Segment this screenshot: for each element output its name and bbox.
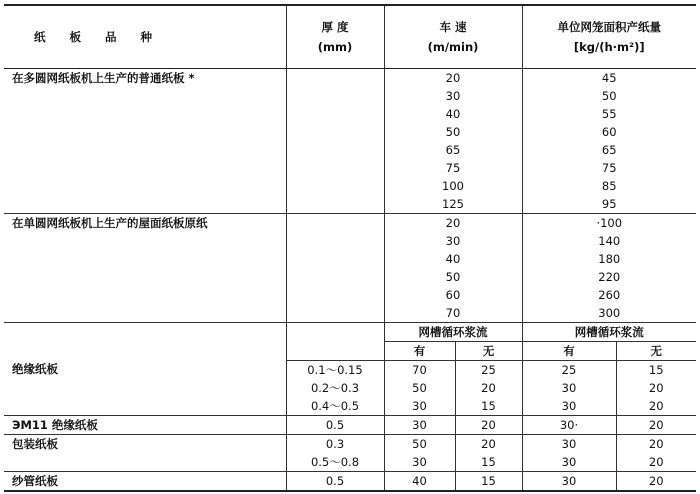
yield-yes-cell: 30 — [522, 472, 616, 492]
speed-cell: 100 — [384, 177, 522, 195]
thickness-cell: 0.5～0.8 — [286, 453, 384, 472]
thickness-cell — [286, 214, 384, 323]
header-yield — [522, 5, 696, 69]
yield-cell: 60 — [522, 123, 696, 141]
subheader-no: 无 — [616, 342, 696, 361]
speed-yes-cell: 40 — [384, 472, 455, 492]
speed-no-cell: 20 — [455, 379, 522, 397]
speed-no-cell: 15 — [455, 453, 522, 472]
name-cell — [4, 159, 286, 177]
speed-yes-cell: 30 — [384, 416, 455, 435]
name-cell — [4, 268, 286, 286]
speed-yes-cell: 30 — [384, 453, 455, 472]
table-row — [4, 416, 696, 435]
speed-cell: 50 — [384, 123, 522, 141]
header-speed — [384, 5, 522, 69]
yield-cell: 55 — [522, 105, 696, 123]
thickness-cell: 0.2～0.3 — [286, 379, 384, 397]
thickness-cell: 0.1～0.15 — [286, 361, 384, 380]
header-thickness-title: 厚 度 — [321, 20, 349, 34]
speed-yes-cell: 70 — [384, 361, 455, 380]
yield-no-cell: 15 — [616, 361, 696, 380]
name-cell — [4, 141, 286, 159]
yield-yes-cell: 30 — [522, 397, 616, 416]
group-name: 在多圆网纸板机上生产的普通纸板 * — [12, 71, 195, 85]
speed-cell: 70 — [384, 304, 522, 323]
group-name: 纱管纸板 — [4, 472, 286, 492]
yield-yes-cell: 30 — [522, 453, 616, 472]
yield-yes-cell: 30 — [522, 435, 616, 454]
yield-cell: 75 — [522, 159, 696, 177]
yield-no-cell: 20 — [616, 379, 696, 397]
name-cell — [4, 87, 286, 105]
thickness-cell: 0.5 — [286, 472, 384, 492]
subheader-yes: 有 — [522, 342, 616, 361]
yield-no-cell: 20 — [616, 472, 696, 492]
name-cell — [4, 304, 286, 323]
name-cell — [4, 123, 286, 141]
header-thickness-unit: (mm) — [317, 40, 353, 54]
name-cell — [4, 105, 286, 123]
speed-cell: 20 — [384, 69, 522, 88]
header-thickness — [286, 5, 384, 69]
yield-yes-cell: 25 — [522, 361, 616, 380]
thickness-cell: 0.3 — [286, 435, 384, 454]
yield-cell: 65 — [522, 141, 696, 159]
yield-cell: ·100 — [522, 214, 696, 233]
group-name: 在单圆网纸板机上生产的屋面纸板原纸 — [4, 214, 286, 233]
table-row — [4, 323, 696, 342]
speed-no-cell: 15 — [455, 397, 522, 416]
name-cell — [4, 250, 286, 268]
speed-cell: 30 — [384, 232, 522, 250]
subheader-no: 无 — [455, 342, 522, 361]
group-name: ЭМ11 绝缘纸板 — [4, 416, 286, 435]
production-table — [4, 4, 696, 492]
speed-cell: 75 — [384, 159, 522, 177]
speed-cell: 60 — [384, 286, 522, 304]
yield-cell: 50 — [522, 87, 696, 105]
yield-cell: 260 — [522, 286, 696, 304]
name-cell — [4, 286, 286, 304]
subheader-speed-circulation: 网槽循环浆流 — [384, 323, 522, 342]
yield-cell: 45 — [522, 69, 696, 88]
header-speed-unit: (m/min) — [427, 40, 479, 54]
header-yield-title: 单位网笼面积产纸量 — [557, 20, 661, 34]
thickness-cell — [286, 342, 384, 361]
yield-no-cell: 20 — [616, 416, 696, 435]
yield-cell: 180 — [522, 250, 696, 268]
yield-yes-cell: 30 — [522, 379, 616, 397]
speed-no-cell: 20 — [455, 435, 522, 454]
yield-cell: 95 — [522, 195, 696, 214]
yield-cell: 300 — [522, 304, 696, 323]
speed-yes-cell: 50 — [384, 435, 455, 454]
subheader-yield-circulation: 网槽循环浆流 — [522, 323, 696, 342]
thickness-cell — [286, 69, 384, 214]
speed-cell: 50 — [384, 268, 522, 286]
name-cell — [4, 177, 286, 195]
table-row — [4, 472, 696, 492]
name-cell — [4, 232, 286, 250]
header-speed-title: 车 速 — [439, 20, 467, 34]
yield-cell: 85 — [522, 177, 696, 195]
header-yield-unit: [kg/(h·m²)] — [573, 40, 645, 54]
speed-cell: 125 — [384, 195, 522, 214]
yield-no-cell: 20 — [616, 435, 696, 454]
header-product: 纸 板 品 种 — [4, 5, 286, 69]
thickness-cell: 0.5 — [286, 416, 384, 435]
speed-no-cell: 15 — [455, 472, 522, 492]
table-row — [4, 214, 696, 233]
speed-cell: 40 — [384, 105, 522, 123]
thickness-cell: 0.4～0.5 — [286, 397, 384, 416]
group-name: 包装纸板 — [4, 435, 286, 472]
table-row — [4, 69, 696, 88]
speed-yes-cell: 30 — [384, 397, 455, 416]
yield-cell: 220 — [522, 268, 696, 286]
speed-cell: 20 — [384, 214, 522, 233]
speed-yes-cell: 50 — [384, 379, 455, 397]
subheader-yes: 有 — [384, 342, 455, 361]
yield-cell: 140 — [522, 232, 696, 250]
name-cell — [4, 195, 286, 214]
thickness-cell — [286, 323, 384, 342]
yield-no-cell: 20 — [616, 397, 696, 416]
table-row — [4, 435, 696, 454]
header-row — [4, 5, 696, 69]
yield-yes-cell: 30· — [522, 416, 616, 435]
group-name: 绝缘纸板 — [4, 323, 286, 416]
speed-no-cell: 20 — [455, 416, 522, 435]
yield-no-cell: 20 — [616, 453, 696, 472]
speed-no-cell: 25 — [455, 361, 522, 380]
speed-cell: 40 — [384, 250, 522, 268]
speed-cell: 30 — [384, 87, 522, 105]
speed-cell: 65 — [384, 141, 522, 159]
